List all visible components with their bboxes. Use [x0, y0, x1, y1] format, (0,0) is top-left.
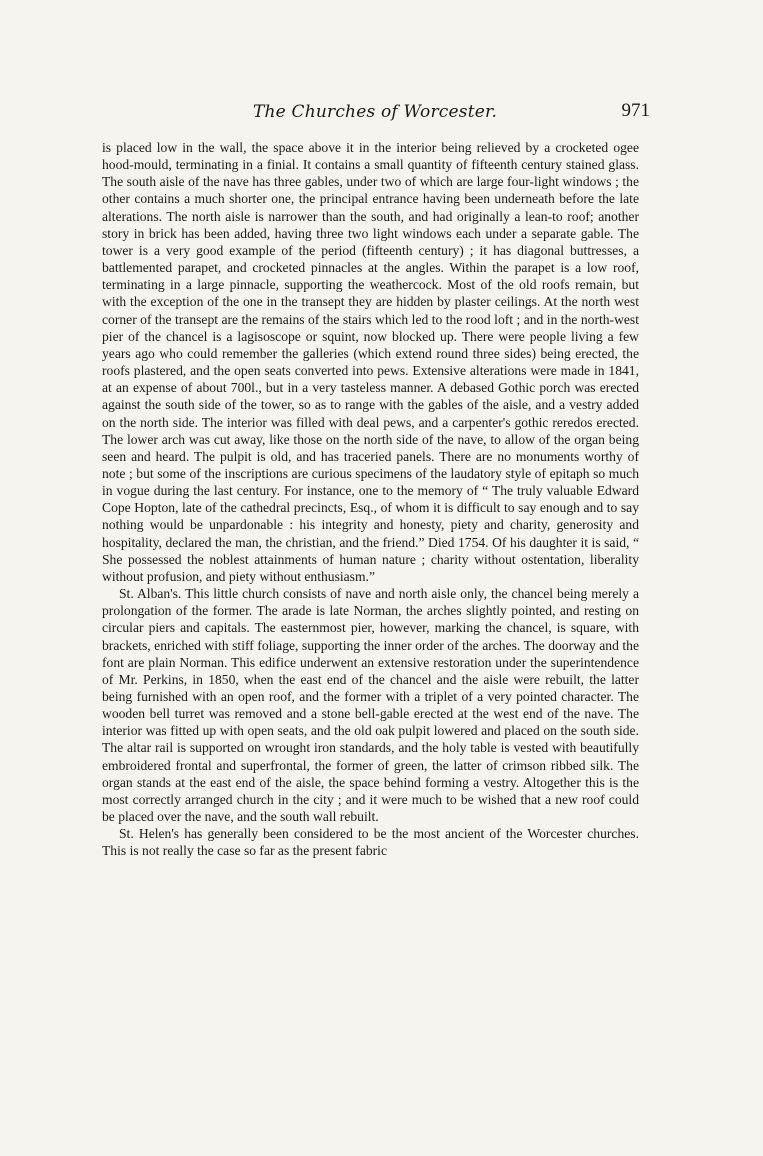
- page-number: 971: [621, 100, 650, 121]
- running-head: [100, 100, 650, 128]
- paragraph-st-albans: St. Alban's. This little church consists of nave and north aisle only, the chancel being merely a prolongation of the former. The arade is late Norman, the arches slightly pointed, and resting on circular piers and capitals. The easternmost pier, however, marking the chancel, is square, with brackets, enriched with stiff foliage, supporting the inner order of the arches. The doorway and the font are plain Norman. This edifice underwent an extensive restoration under the superintendence of Mr. Perkins, in 1850, when the east end of the chancel and the aisle were rebuilt, the latter being furnished with an open roof, and the former with a triplet of a very pointed character. The wooden bell turret was removed and a stone bell-gable erected at the west end of the nave. The interior was fitted up with open seats, and the old oak pulpit lowered and placed on the south side. The altar rail is supported on wrought iron standards, and the holy table is vested with beautifully embroidered frontal and superfrontal, the former of green, the latter of crimson ribbed silk. The organ stands at the east end of the aisle, the space behind forming a vestry. Altogether this is the most correctly arranged church in the city ; and it were much to be wished that a new roof could be placed over the nave, and the south wall rebuilt.: [102, 586, 639, 825]
- running-title: The Churches of Worcester.: [252, 102, 498, 122]
- body-text: [102, 139, 639, 860]
- paragraph-continued: is placed low in the wall, the space above it in the interior being relieved by a crocketed ogee hood-mould, terminating in a finial. It contains a small quantity of fifteenth century stained glass. The south aisle of the nave has three gables, under two of which are large four-light windows ; the other contains a much shorter one, the principal entrance having been underneath before the late alterations. The north aisle is narrower than the south, and had originally a lean-to roof; another story in brick has been added, having three two light windows each under a separate gable. The tower is a very good example of the period (fifteenth century) ; it has diagonal buttresses, a battlemented parapet, and crocketed pinnacles at the angles. Within the parapet is a low roof, terminating in a large pinnacle, supporting the weathercock. Most of the old roofs remain, but with the exception of the one in the transept they are hidden by plaster ceilings. At the north west corner of the transept are the remains of the stairs which led to the rood loft ; and in the north-west pier of the chancel is a lagisoscope or squint, now blocked up. There were people living a few years ago who could remember the galleries (which extend round three sides) being erected, the roofs plastered, and the open seats converted into pews. Extensive alterations were made in 1841, at an expense of about 700l., but in a very tasteless manner. A debased Gothic porch was erected against the south side of the tower, so as to range with the gables of the aisle, and a vestry added on the north side. The interior was filled with deal pews, and a carpenter's gothic reredos erected. The lower arch was cut away, like those on the north side of the nave, to allow of the organ being seen and heard. The pulpit is old, and has traceried panels. There are no monuments worthy of note ; but some of the inscriptions are curious specimens of the laudatory style of epitaph so much in vogue during the last century. For instance, one to the memory of “ The truly valuable Edward Cope Hopton, late of the cathedral precincts, Esq., of whom it is difficult to say enough and to say nothing would be unpardonable : his integrity and honesty, piety and charity, generosity and hospitality, declared the man, the christian, and the friend.” Died 1754. Of his daughter it is said, “ She possessed the noblest attainments of human nature ; charity without ostentation, liberality without profusion, and piety without enthusiasm.”: [102, 140, 639, 584]
- paragraph-st-helens: St. Helen's has generally been considered to be the most ancient of the Worcester churches. This is not really the case so far as the present fabric: [102, 826, 639, 859]
